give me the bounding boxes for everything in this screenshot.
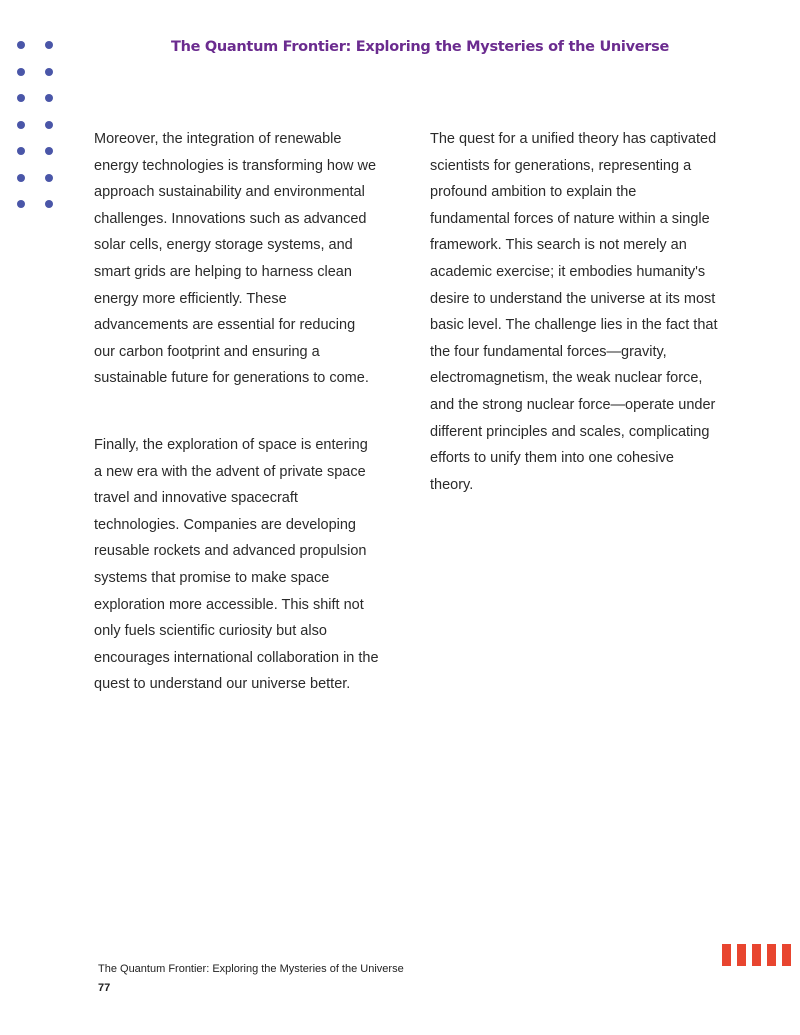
paragraph-renewable-energy: Moreover, the integration of renewable energy technologies is transforming how we approach sustainability and environmental challenges. Innovations such as advanced solar cells, energy storage systems, and smart grids are helping to harness clean energy more efficiently. These advancements are essential for reducing our carbon footprint and ensuring a sustainable future for generations to come. xyxy=(94,131,377,387)
stripe-icon xyxy=(782,944,791,966)
stripe-icon xyxy=(752,944,761,966)
page-number: 77 xyxy=(98,982,111,994)
dot-icon xyxy=(17,147,25,155)
page-header-title: The Quantum Frontier: Exploring the Mysteries of the Universe xyxy=(170,39,670,55)
dot-icon xyxy=(17,94,25,102)
dot-icon xyxy=(45,200,53,208)
dot-icon xyxy=(45,121,53,129)
decorative-dot-grid xyxy=(17,41,55,208)
dot-icon xyxy=(17,68,25,76)
dot-icon xyxy=(45,94,53,102)
footer-title: The Quantum Frontier: Exploring the Mysteries of the Universe xyxy=(98,963,404,975)
paragraph-unified-theory: The quest for a unified theory has captivated scientists for generations, representing a profound ambition to explain the fundamental forces of nature within a single framework. This search is not merely an academic exercise; it embodies humanity's desire to understand the universe at its most basic level. The challenge lies in the fact that the four fundamental forces—gravity, electromagnetism, the weak nuclear force, and the strong nuclear force—operate under different principles and scales, complicating efforts to unify them into one cohesive theory. xyxy=(430,131,718,493)
dot-icon xyxy=(45,41,53,49)
stripe-icon xyxy=(722,944,731,966)
dot-icon xyxy=(17,200,25,208)
dot-icon xyxy=(45,174,53,182)
dot-icon xyxy=(17,121,25,129)
dot-icon xyxy=(17,41,25,49)
stripe-icon xyxy=(767,944,776,966)
dot-icon xyxy=(45,147,53,155)
dot-icon xyxy=(45,68,53,76)
stripe-icon xyxy=(737,944,746,966)
left-column xyxy=(94,126,379,698)
right-column xyxy=(430,126,720,498)
dot-icon xyxy=(17,174,25,182)
paragraph-space-exploration: Finally, the exploration of space is entering a new era with the advent of private space travel and innovative spacecraft technologies. Companies are developing reusable rockets and advanced propulsion systems that promise to make space exploration more accessible. This shift not only fuels scientific curiosity but also encourages international collaboration in the quest to understand our universe better. xyxy=(94,436,379,693)
decorative-stripes xyxy=(722,944,791,966)
